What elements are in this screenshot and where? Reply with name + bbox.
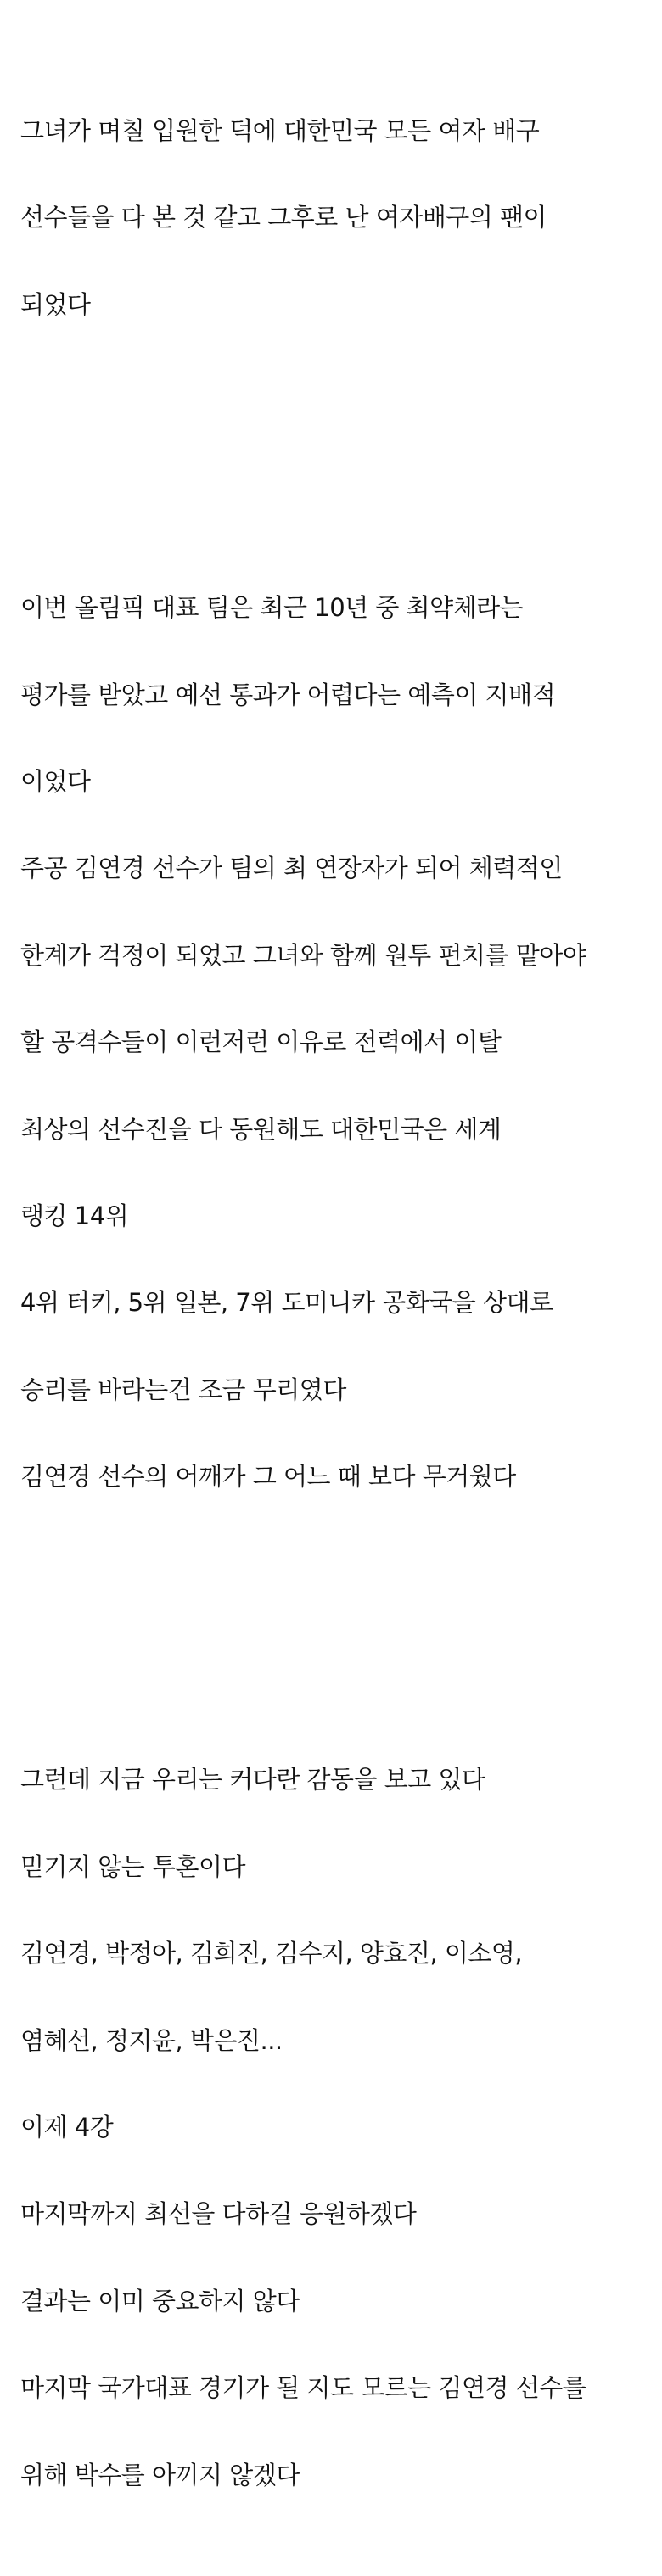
paragraph-3	[20, 1707, 653, 2547]
text-line: 한계가 걱정이 되었고 그녀와 함께 원투 펀치를 맡아야	[20, 940, 586, 970]
text-line: 할 공격수들이 이런저런 이유로 전력에서 이탈	[20, 1028, 502, 1057]
text-line: 위해 박수를 아끼지 않겠다	[20, 2460, 300, 2489]
text-line: 김연경 선수의 어깨가 그 어느 때 보다 무거웠다	[20, 1462, 516, 1492]
paragraph-gap	[20, 1606, 653, 1649]
paragraph-gap	[20, 434, 653, 478]
text-line: 염혜선, 정지윤, 박은진...	[20, 2025, 283, 2055]
paragraph-1	[20, 58, 653, 377]
text-line: 결과는 이미 중요하지 않다	[20, 2286, 300, 2316]
paragraph-2	[20, 535, 653, 1548]
text-line: 김연경, 박정아, 김희진, 김수지, 양효진, 이소영,	[20, 1939, 523, 1968]
text-line: 주공 김연경 선수가 팀의 최 연장자가 되어 체력적인	[20, 854, 563, 883]
text-line: 랭킹 14위	[20, 1201, 129, 1230]
text-line: 이었다	[20, 766, 91, 796]
text-line: 승리를 바라는건 조금 무리였다	[20, 1375, 346, 1404]
text-line: 평가를 받았고 예선 통과가 어렵다는 예측이 지배적	[20, 680, 556, 709]
text-line: 그녀가 며칠 입원한 덕에 대한민국 모든 여자 배구	[20, 116, 540, 145]
text-line: 마지막 국가대표 경기가 될 지도 모르는 김연경 선수를	[20, 2373, 586, 2403]
post-body	[20, 0, 653, 2576]
text-line: 이번 올림픽 대표 팀은 최근 10년 중 최약체라는	[20, 593, 524, 623]
text-line: 4위 터키, 5위 일본, 7위 도미니카 공화국을 상대로	[20, 1288, 553, 1318]
text-line: 최상의 선수진을 다 동원해도 대한민국은 세계	[20, 1114, 502, 1144]
text-line: 마지막까지 최선을 다하길 응원하겠다	[20, 2199, 417, 2229]
text-line: 이제 4강	[20, 2113, 114, 2142]
text-line: 믿기지 않는 투혼이다	[20, 1851, 246, 1881]
text-line: 선수들을 다 본 것 같고 그후로 난 여자배구의 팬이	[20, 203, 547, 232]
text-line: 되었다	[20, 289, 91, 319]
text-line: 그런데 지금 우리는 커다란 감동을 보고 있다	[20, 1765, 485, 1795]
